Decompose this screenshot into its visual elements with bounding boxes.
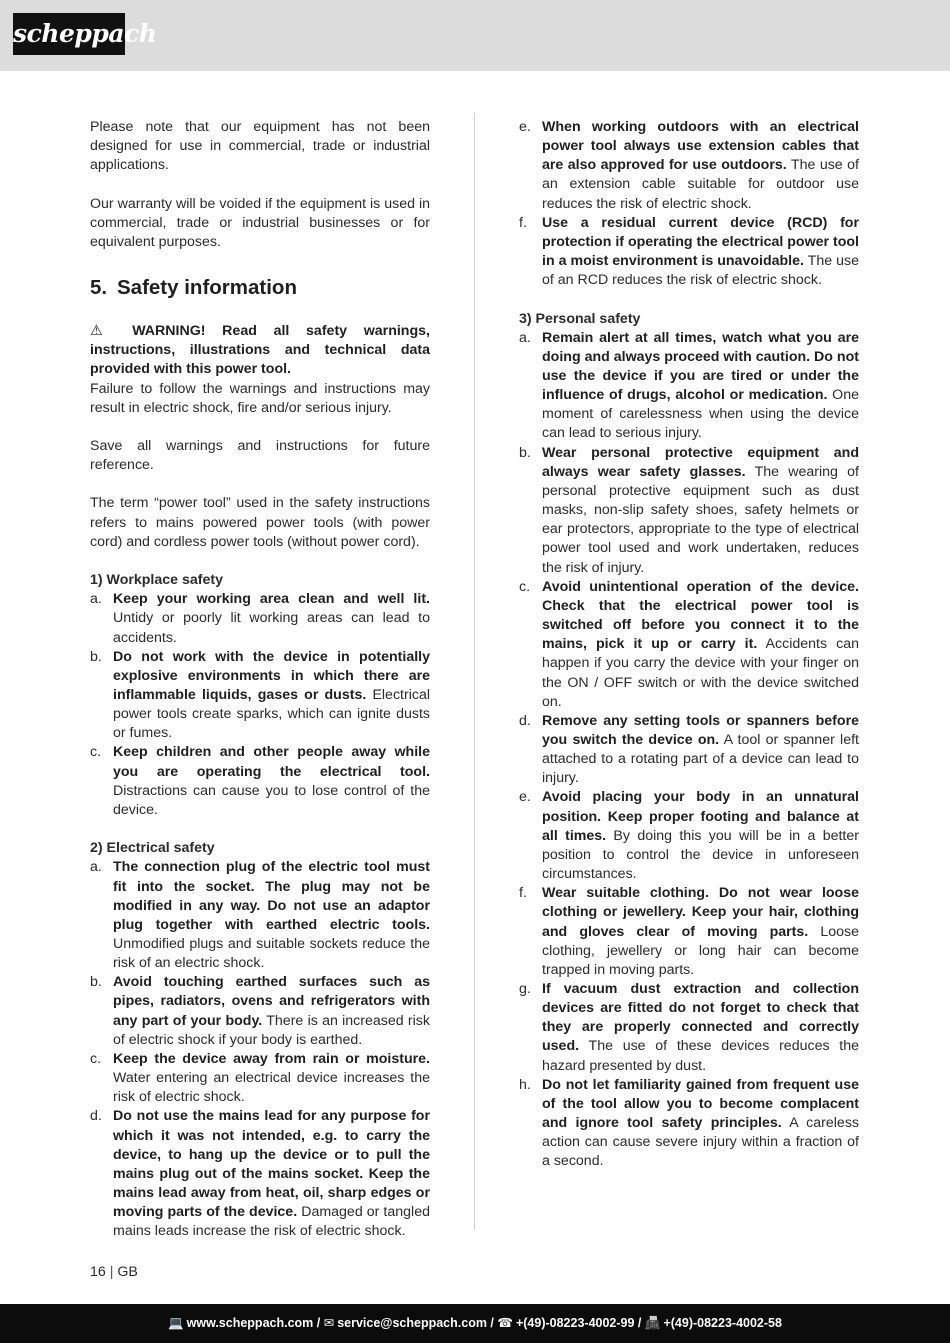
footer-website-link[interactable]: www.scheppach.com	[186, 1316, 314, 1330]
item-text: Untidy or poorly lit working areas can lead to accidents.	[113, 610, 430, 646]
right-column	[519, 118, 859, 1172]
instruction-item	[519, 444, 859, 578]
item-bold-text: Avoid placing your body in an unnatural position. Keep proper footing and balance at all times.	[542, 789, 859, 844]
instruction-item	[90, 1050, 430, 1107]
item-marker: c.	[519, 578, 531, 595]
item-bold-text: Wear personal protective equipment and always wear safety glasses.	[542, 444, 859, 480]
footer-separator: /	[486, 1316, 498, 1330]
item-marker: f.	[519, 214, 527, 231]
item-text: Damaged or tangled mains leads increase the risk of electric shock.	[113, 1204, 430, 1240]
page-number-separator: |	[109, 1264, 114, 1280]
page-header	[0, 0, 950, 71]
item-bold-text: Remain alert at all times, watch what you are doing and always proceed with caution. Do not use the device if you are tired or under the influence of drugs, alcohol or medication.	[542, 329, 859, 404]
instruction-item	[519, 884, 859, 980]
item-marker: e.	[519, 789, 531, 806]
item-text: Electrical power tools create sparks, which can ignite dusts or fumes.	[113, 687, 430, 742]
item-marker: c.	[90, 1050, 102, 1067]
item-marker: e.	[519, 119, 531, 135]
instruction-item	[90, 590, 430, 647]
warning-heading	[90, 322, 430, 379]
item-text: Distractions can cause you to lose control of the device.	[113, 782, 430, 818]
item-marker: d.	[90, 1108, 102, 1125]
instruction-item	[90, 648, 430, 744]
instruction-item	[519, 214, 859, 291]
instruction-item	[519, 980, 859, 1076]
page-number	[90, 1264, 138, 1280]
left-column	[90, 118, 430, 1242]
intro-paragraph-1: Please note that our equipment has not been designed for use in commercial, trade or industrial applications.	[90, 119, 430, 174]
item-bold-text: Do not use the mains lead for any purpose for which it was not intended, e.g. to carry the device, to hang up the device or to pull the mains plug out of the mains socket. Keep the mains lead away from heat, oil, sharp edges or moving parts of the device.	[113, 1108, 430, 1221]
power-tool-term-text: The term “power tool” used in the safety instructions refers to mains powered power tools (with power cord) and cordless power tools (without power cord).	[90, 495, 430, 550]
page-language: GB	[117, 1264, 138, 1280]
item-bold-text: The connection plug of the electric tool must fit into the socket. The plug may not be modified in any way. Do not use an adaptor plug together with earthed electric tools.	[113, 859, 430, 933]
electrical-safety-list	[90, 858, 430, 1241]
item-text: A tool or spanner left attached to a rotating part of a device can lead to injury.	[542, 731, 859, 787]
item-bold-text: If vacuum dust extraction and collection devices are fitted do not forget to check that they are properly connected and correctly used.	[542, 981, 859, 1055]
item-marker: a.	[90, 591, 102, 608]
workplace-safety-heading: 1) Workplace safety	[90, 572, 224, 589]
save-instructions-text: Save all warnings and instructions for future reference.	[90, 438, 430, 474]
warning-text: Failure to follow the warnings and instructions may result in electric shock, fire and/or serious injury.	[90, 380, 430, 416]
column-divider	[474, 113, 475, 1230]
workplace-safety-list	[90, 590, 430, 820]
footer-separator: /	[313, 1316, 324, 1330]
item-bold-text: Keep children and other people away while you are operating the electrical tool.	[113, 744, 430, 780]
item-text: The use of an RCD reduces the risk of electric shock.	[542, 253, 859, 289]
item-text: By doing this you will be in a better position to control the device in unforeseen circumstances.	[542, 827, 859, 883]
item-marker: b.	[519, 444, 531, 461]
footer-phone: +(49)-08223-4002-99	[515, 1316, 635, 1330]
section-number: 5.	[90, 276, 108, 300]
item-bold-text: Remove any setting tools or spanners before you switch the device on.	[542, 712, 859, 748]
electrical-safety-list-continued	[519, 118, 859, 290]
instruction-item	[519, 578, 859, 712]
item-bold-text: Do not work with the device in potentially explosive environments in which there are inflammable liquids, gases or dusts.	[113, 648, 430, 703]
item-bold-text: Keep your working area clean and well lit.	[113, 591, 430, 608]
section-heading	[90, 276, 430, 300]
item-text: Accidents can happen if you carry the device with your finger on the ON / OFF switch or with the device switched on.	[542, 636, 860, 710]
warning-bold-text: WARNING! Read all safety warnings, instructions, illustrations and technical data provided with this power tool.	[90, 323, 430, 378]
instruction-item	[519, 329, 859, 444]
item-text: Loose clothing, jewellery or long hair can become trapped in moving parts.	[542, 923, 859, 978]
item-marker: c.	[90, 744, 102, 761]
item-bold-text: Keep the device away from rain or moisture.	[113, 1050, 430, 1067]
item-marker: h.	[519, 1076, 531, 1093]
item-bold-text: When working outdoors with an electrical power tool always use extension cables that are also approved for use outdoors.	[542, 119, 859, 174]
instruction-item	[90, 743, 430, 820]
item-bold-text: Use a residual current device (RCD) for protection if operating the electrical power tool in a moist environment is unavoidable.	[542, 214, 859, 270]
footer-fax: +(49)-08223-4002-58	[663, 1316, 782, 1330]
computer-icon: 💻	[168, 1316, 184, 1330]
item-marker: f.	[519, 885, 527, 902]
item-text: A careless action can cause severe injury within a fraction of a second.	[542, 1115, 860, 1170]
item-marker: a.	[90, 859, 102, 876]
personal-safety-heading: 3) Personal safety	[519, 310, 641, 327]
instruction-item	[90, 973, 430, 1050]
instruction-item	[90, 1107, 430, 1241]
footer-email-link[interactable]: service@scheppach.com	[337, 1316, 487, 1330]
personal-safety-list	[519, 329, 859, 1172]
item-bold-text: Do not let familiarity gained from frequent use of the tool allow you to become complacent and ignore tool safety principles.	[542, 1076, 859, 1132]
item-text: The use of these devices reduces the hazard presented by dust.	[542, 1038, 859, 1074]
instruction-item	[90, 858, 430, 973]
item-bold-text: Wear suitable clothing. Do not wear loose clothing or jewellery. Keep your hair, clothing and gloves clear of moving parts.	[542, 885, 859, 940]
fax-icon: 📠	[644, 1316, 661, 1330]
page-number-value: 16	[90, 1264, 106, 1280]
item-marker: b.	[90, 648, 102, 665]
section-title: Safety information	[117, 276, 297, 300]
footer-separator: /	[634, 1316, 645, 1330]
warning-triangle-icon: ⚠	[90, 323, 116, 340]
item-marker: a.	[519, 329, 531, 346]
item-text: Water entering an electrical device increases the risk of electric shock.	[113, 1070, 430, 1106]
item-text: Unmodified plugs and suitable sockets reduce the risk of an electric shock.	[113, 936, 430, 972]
instruction-item	[519, 712, 859, 789]
instruction-item	[519, 1076, 859, 1172]
electrical-safety-heading: 2) Electrical safety	[90, 840, 215, 857]
instruction-item	[519, 788, 859, 884]
item-text: The wearing of personal protective equipment such as dust masks, non-slip safety shoes, safety helmets or ear protectors, appropriate to the type of electrical power tool used and work undertaken, reduces the risk of injury.	[542, 463, 859, 576]
item-text: The use of an extension cable suitable for outdoor use reduces the risk of electric shock.	[542, 157, 859, 212]
item-text: There is an increased risk of electric shock if your body is earthed.	[113, 1012, 430, 1048]
intro-paragraph-2: Our warranty will be voided if the equipment is used in commercial, trade or industrial businesses or for equivalent purposes.	[90, 195, 430, 250]
item-text: One moment of carelessness when using the device can lead to serious injury.	[542, 387, 859, 442]
item-marker: d.	[519, 712, 531, 729]
page-footer	[0, 1304, 950, 1343]
phone-icon: ☎	[497, 1316, 513, 1330]
item-marker: g.	[519, 981, 531, 998]
item-bold-text: Avoid touching earthed surfaces such as pipes, radiators, ovens and refrigerators with any part of your body.	[113, 974, 430, 1029]
scheppach-logo: scheppach	[13, 13, 125, 55]
item-bold-text: Avoid unintentional operation of the device. Check that the electrical power tool is switched off before you connect it to the mains, pick it up or carry it.	[542, 578, 859, 653]
item-marker: b.	[90, 974, 102, 991]
mail-icon: ✉	[323, 1316, 335, 1330]
instruction-item	[519, 118, 859, 214]
